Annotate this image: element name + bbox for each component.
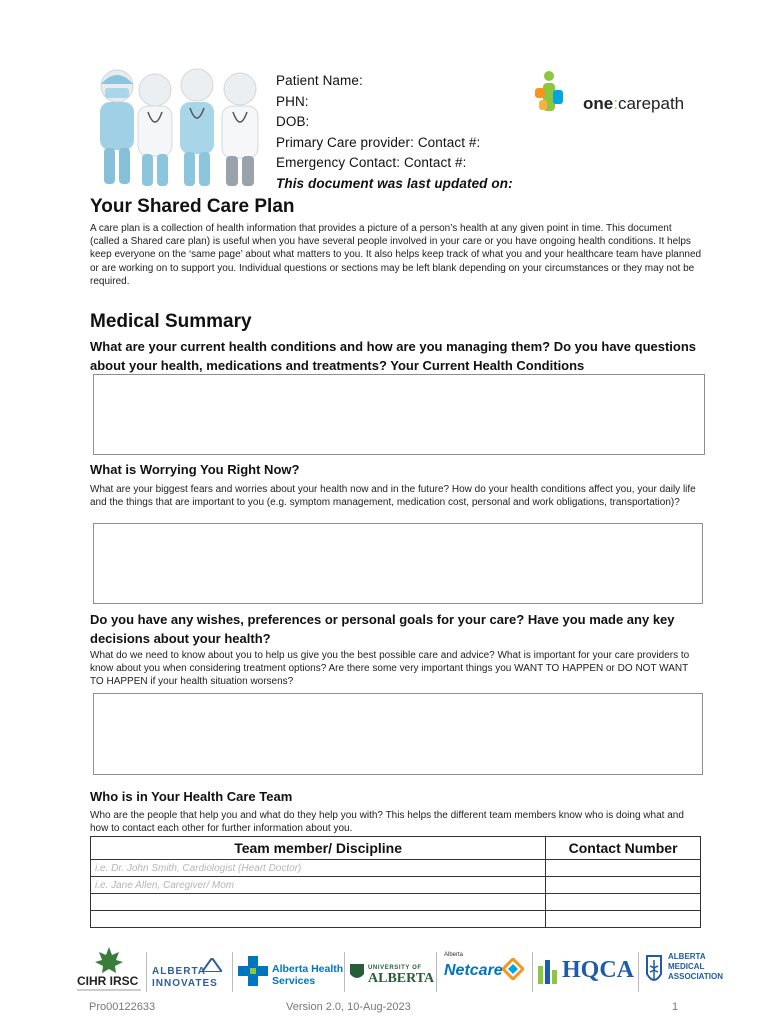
wishes-description: What do we need to know about you to help us give you the best possible care and advice? What is important for your care providers to know about you when considering treatment options? Are there some very important things you WANT TO HAPPEN or DO NOT WANT TO HAPPEN if your health situation worsens? — [90, 650, 690, 688]
ahs-text-1: Alberta Health — [272, 963, 344, 975]
ama-text-2: MEDICAL — [668, 962, 705, 971]
worries-field[interactable] — [93, 523, 703, 604]
last-updated-label: This document was last updated on: — [276, 175, 513, 191]
ama-text-1: ALBERTA — [668, 952, 706, 961]
table-row — [91, 860, 701, 877]
patient-info-block — [276, 71, 536, 194]
alberta-innovates-text-2: INNOVATES — [152, 978, 218, 989]
hqca-text: HQCA — [562, 957, 634, 983]
contact-number-cell[interactable] — [546, 860, 701, 877]
team-member-cell[interactable] — [91, 894, 546, 911]
alberta-innovates-logo — [150, 946, 230, 996]
netcare-diamond-icon — [502, 958, 524, 980]
table-row — [91, 911, 701, 928]
shared-care-plan-title: Your Shared Care Plan — [90, 196, 295, 217]
netcare-small-text: Alberta — [444, 952, 464, 958]
ama-logo — [642, 946, 730, 996]
cihr-logo — [75, 946, 143, 996]
cihr-text: CIHR IRSC — [77, 974, 139, 988]
netcare-big-text: Netcare — [444, 962, 503, 979]
team-table-header — [91, 837, 701, 860]
caduceus-icon — [644, 954, 664, 986]
ahs-text-2: Services — [272, 975, 316, 987]
worrying-title: What is Worrying You Right Now? — [90, 462, 300, 477]
health-conditions-field[interactable] — [93, 374, 705, 455]
contact-number-cell[interactable] — [546, 877, 701, 894]
dob-label: DOB: — [276, 114, 310, 129]
team-member-column-header: Team member/ Discipline — [91, 837, 546, 860]
maple-leaf-icon — [93, 946, 125, 974]
document-id: Pro00122633 — [89, 1001, 156, 1013]
onecarepath-symbol-icon — [531, 70, 583, 114]
team-member-cell[interactable]: i.e. Dr. John Smith, Cardiologist (Heart Doctor) — [91, 860, 546, 877]
contact-number-cell[interactable] — [546, 894, 701, 911]
university-of-alberta-logo — [348, 946, 434, 996]
ahs-cross-icon — [238, 956, 268, 986]
logo-word-one: one — [583, 94, 614, 113]
ua-crest-icon — [350, 964, 364, 982]
table-row — [91, 877, 701, 894]
ama-text-3: ASSOCIATION — [668, 972, 723, 981]
ahs-logo — [236, 946, 342, 996]
logo-word-carepath: carepath — [617, 94, 685, 113]
medical-summary-question: What are your current health conditions and how are you managing them? Do you have questions about your health, medications and treatments? Your Current Health Conditions — [90, 339, 697, 373]
alberta-innovates-text-1: ALBERTA — [152, 966, 207, 977]
ua-big-text: ALBERTA — [368, 971, 435, 986]
team-title: Who is in Your Health Care Team — [90, 789, 293, 804]
partner-logos — [70, 946, 730, 996]
contact-number-column-header: Contact Number — [546, 837, 701, 860]
worrying-description: What are your biggest fears and worries about your health now and in the future? How do your health conditions affect you, your daily life and the things that are important to you (e.g. symptom management, medication cost, personal and work obligations, transportation)? — [90, 484, 696, 509]
hqca-logo — [536, 946, 636, 996]
wishes-title: Do you have any wishes, preferences or personal goals for your care? Have you made any key decisions about your health? — [90, 612, 675, 646]
wishes-field[interactable] — [93, 693, 703, 775]
table-row — [91, 894, 701, 911]
team-member-cell[interactable] — [91, 911, 546, 928]
page-number: 1 — [672, 1001, 679, 1013]
team-description: Who are the people that help you and what do they help you with? This helps the different team members know who is doing what and how to contact each other for further information about you. — [90, 810, 684, 835]
primary-care-label: Primary Care provider: Contact #: — [276, 134, 481, 150]
shared-care-plan-description: A care plan is a collection of health information that provides a picture of a person’s health at any given point in time. This document (called a Shared care plan) is useful when you have several people involved in your care or you have ongoing health conditions. It helps keep everyone on the ‘same page’ about what matters to you. It also helps keep track of what you and your healthcare team have planned or are working on to support you. Individual questions or sections may be left blank depending on your circumstances or they may not be required. — [90, 223, 702, 287]
netcare-logo — [440, 946, 530, 996]
contact-number-cell[interactable] — [546, 911, 701, 928]
team-table — [90, 836, 701, 928]
doctors-illustration — [82, 62, 274, 188]
ua-small-text: UNIVERSITY OF — [368, 965, 422, 971]
medical-summary-title: Medical Summary — [90, 311, 252, 332]
onecarepath-logo: one:carepath — [531, 70, 691, 114]
patient-name-label: Patient Name: — [276, 73, 363, 88]
emergency-contact-label: Emergency Contact: Contact #: — [276, 155, 467, 170]
version-text: Version 2.0, 10-Aug-2023 — [286, 1001, 411, 1013]
phn-label: PHN: — [276, 93, 309, 109]
team-member-cell[interactable]: i.e. Jane Allen, Caregiver/ Mom — [91, 877, 546, 894]
hqca-bars-icon — [538, 958, 558, 984]
